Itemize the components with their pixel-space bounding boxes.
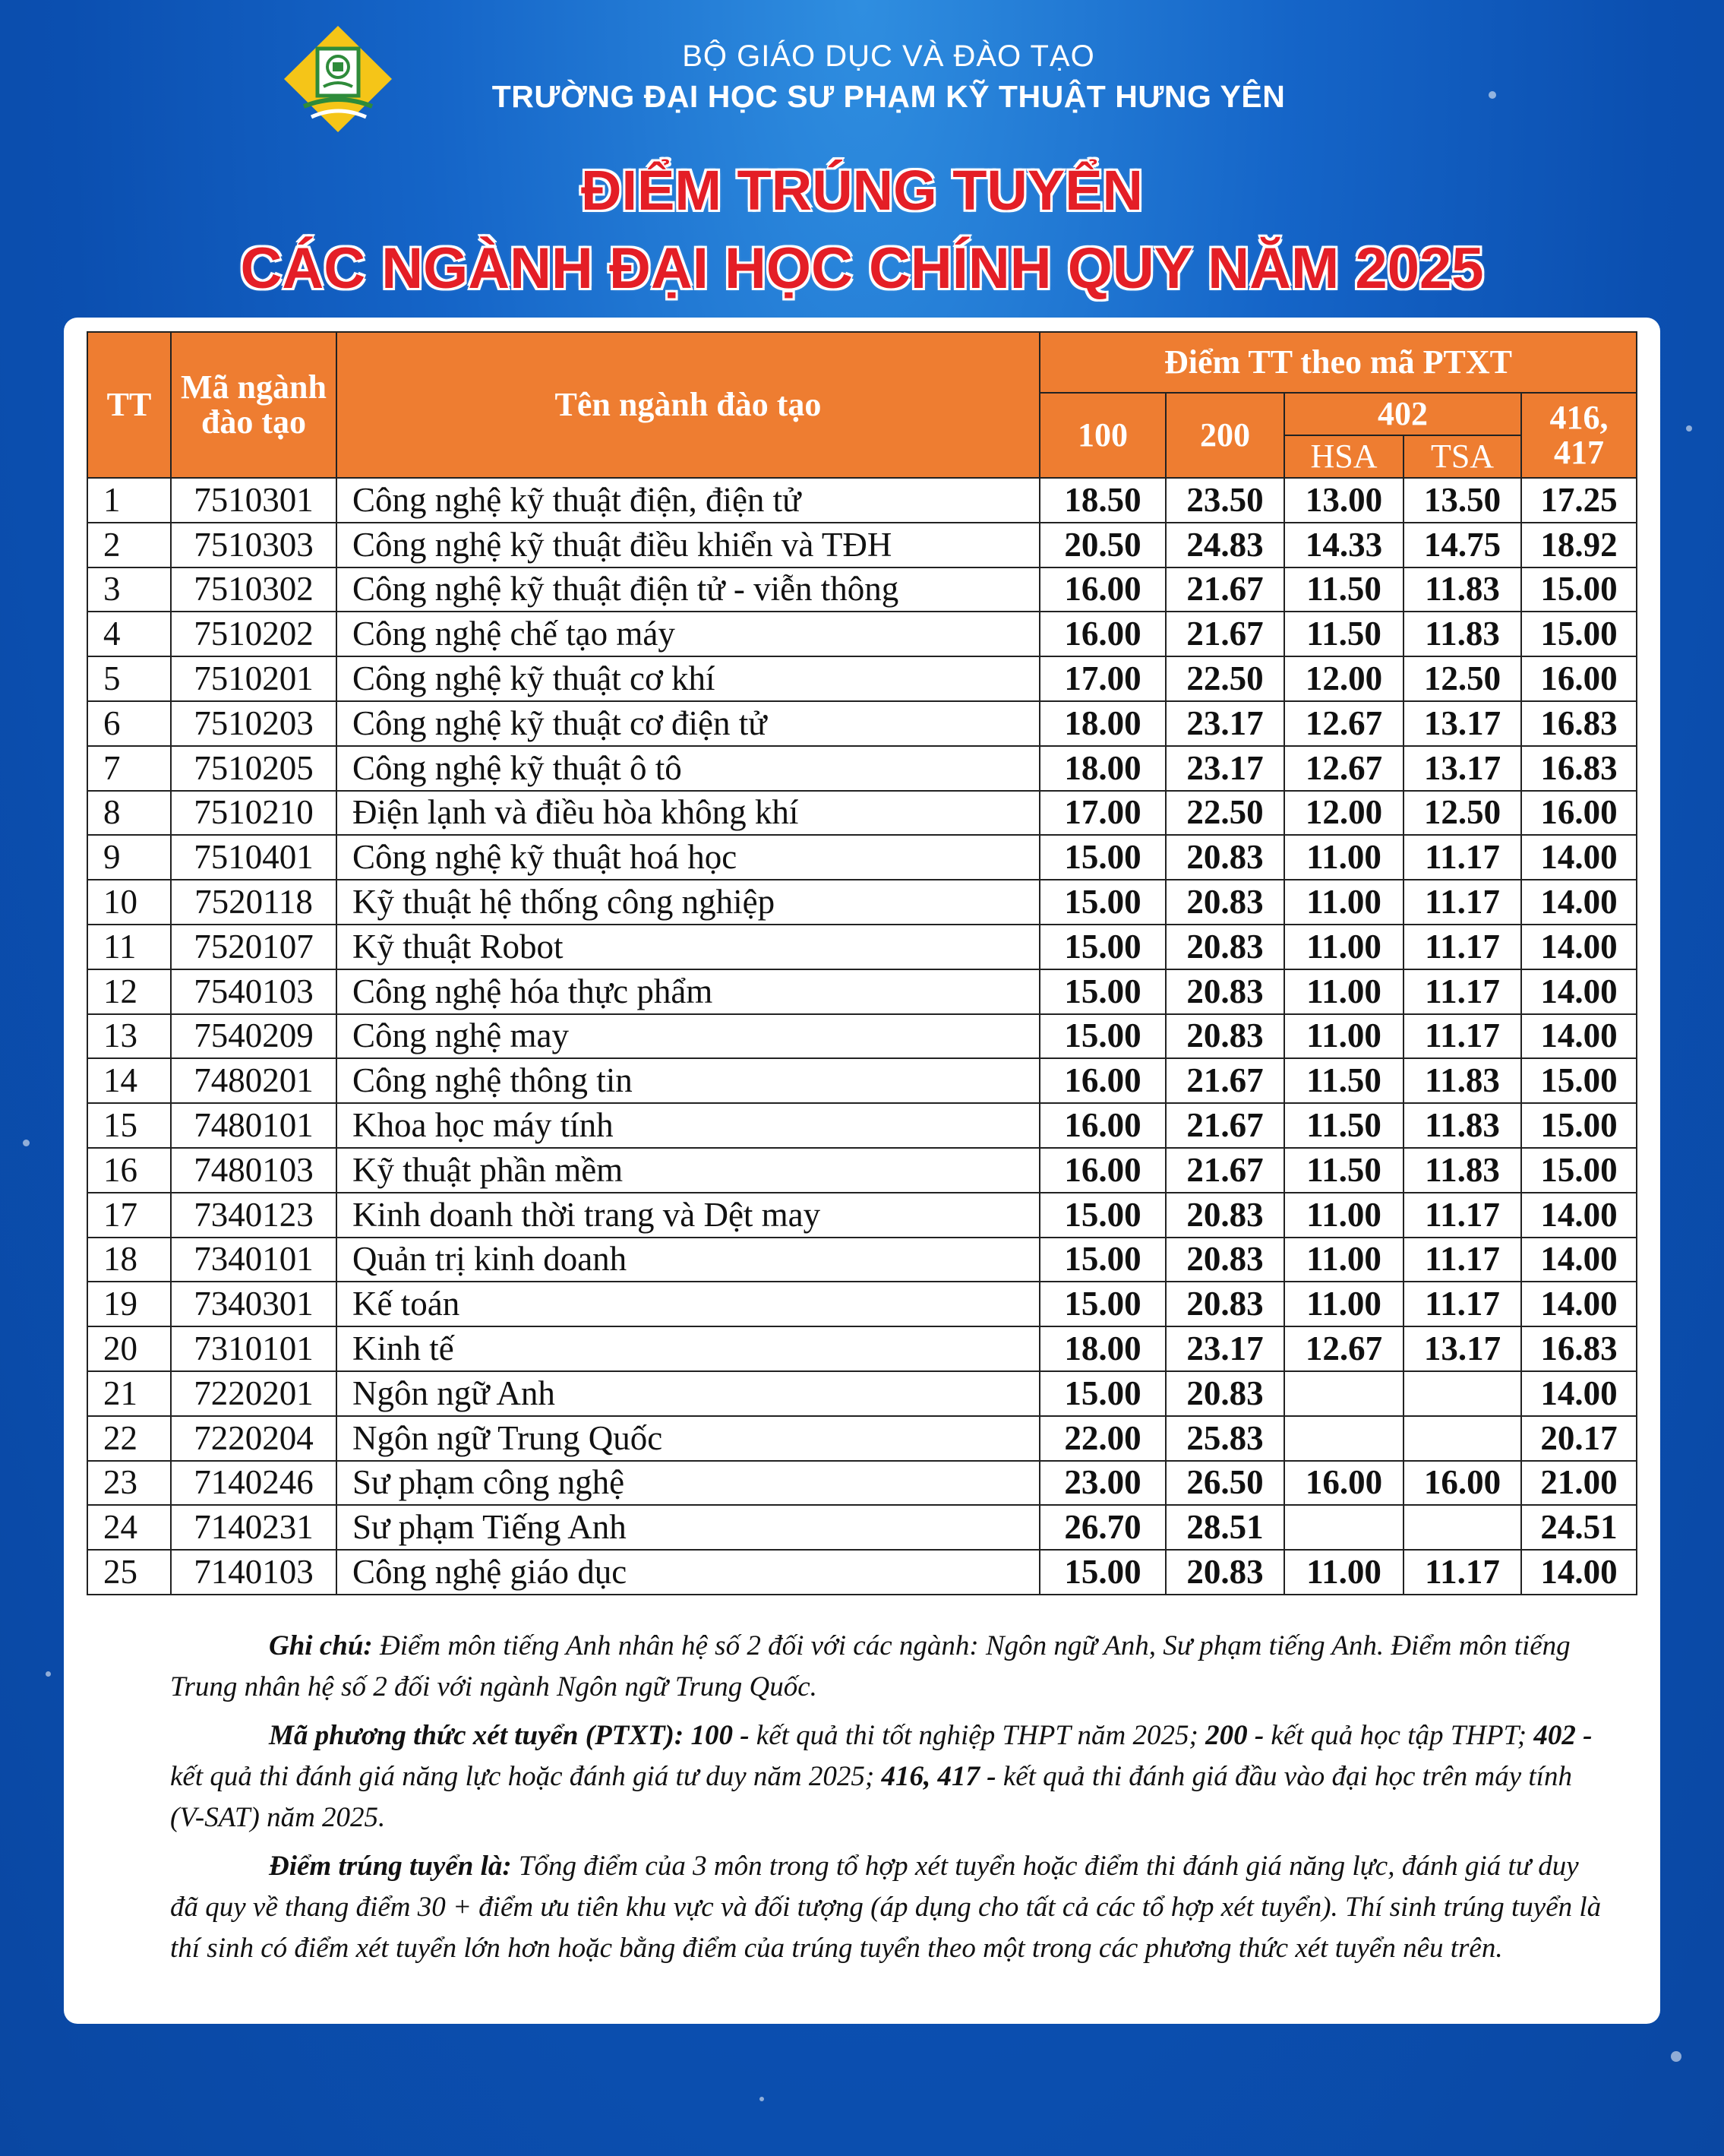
row-tt: 13 — [87, 1014, 171, 1059]
row-score-hsa: 11.50 — [1284, 1058, 1404, 1103]
row-tt: 16 — [87, 1148, 171, 1193]
row-score-416-417: 14.00 — [1521, 925, 1637, 969]
row-code: 7510301 — [171, 478, 336, 523]
row-score-200: 21.67 — [1166, 1148, 1284, 1193]
note-general-text: Điểm môn tiếng Anh nhân hệ số 2 đối với các ngành: Ngôn ngữ Anh, Sư phạm tiếng Anh. Điểm môn tiếng Trung nhân hệ số 2 đối với ngành Ngôn ngữ Trung Quốc. — [170, 1630, 1571, 1702]
row-tt: 23 — [87, 1461, 171, 1506]
row-score-100: 15.00 — [1040, 1550, 1166, 1595]
row-score-416-417: 16.83 — [1521, 746, 1637, 791]
row-score-200: 20.83 — [1166, 880, 1284, 925]
row-score-416-417: 14.00 — [1521, 1193, 1637, 1238]
table-row — [87, 567, 1637, 612]
row-score-tsa: 11.17 — [1404, 1282, 1521, 1326]
row-score-hsa: 12.00 — [1284, 791, 1404, 836]
row-score-hsa: 11.50 — [1284, 1103, 1404, 1148]
row-tt: 22 — [87, 1416, 171, 1461]
page-subtitle: CÁC NGÀNH ĐẠI HỌC CHÍNH QUY NĂM 2025 — [240, 236, 1484, 301]
row-score-100: 15.00 — [1040, 925, 1166, 969]
row-score-416-417: 16.00 — [1521, 791, 1637, 836]
background-sparkle — [1686, 425, 1692, 432]
row-score-tsa: 16.00 — [1404, 1461, 1521, 1506]
university-name: TRƯỜNG ĐẠI HỌC SƯ PHẠM KỸ THUẬT HƯNG YÊN — [491, 79, 1286, 114]
background-sparkle — [759, 2097, 764, 2101]
row-tt: 4 — [87, 612, 171, 656]
row-tt: 17 — [87, 1193, 171, 1238]
header-method-100: 100 — [1040, 393, 1166, 478]
row-score-hsa: 13.00 — [1284, 478, 1404, 523]
row-score-tsa: 11.83 — [1404, 567, 1521, 612]
row-score-hsa: 11.00 — [1284, 1550, 1404, 1595]
notes — [170, 1626, 1613, 1977]
note-general — [170, 1626, 1613, 1708]
note-method-100-text: kết quả thi tốt nghiệp THPT năm 2025; — [749, 1720, 1198, 1751]
page-title: ĐIỂM TRÚNG TUYỂN — [581, 159, 1143, 222]
row-code: 7520107 — [171, 925, 336, 969]
row-score-200: 23.17 — [1166, 701, 1284, 746]
row-score-hsa: 12.67 — [1284, 1326, 1404, 1371]
row-score-hsa: 11.00 — [1284, 969, 1404, 1014]
row-score-416-417: 20.17 — [1521, 1416, 1637, 1461]
row-tt: 7 — [87, 746, 171, 791]
table-row — [87, 1282, 1637, 1326]
row-score-hsa — [1284, 1371, 1404, 1416]
row-tt: 25 — [87, 1550, 171, 1595]
row-name: Sư phạm Tiếng Anh — [336, 1505, 1040, 1550]
header-tsa: TSA — [1404, 435, 1521, 478]
row-code: 7510201 — [171, 656, 336, 701]
table-row — [87, 701, 1637, 746]
row-name: Công nghệ kỹ thuật cơ khí — [336, 656, 1040, 701]
note-definition — [170, 1846, 1613, 1969]
row-tt: 2 — [87, 523, 171, 567]
row-name: Quản trị kinh doanh — [336, 1238, 1040, 1282]
header-code: Mã ngành đào tạo — [171, 332, 336, 478]
row-code: 7520118 — [171, 880, 336, 925]
row-score-100: 15.00 — [1040, 1282, 1166, 1326]
row-tt: 15 — [87, 1103, 171, 1148]
row-score-100: 16.00 — [1040, 612, 1166, 656]
row-score-tsa: 11.83 — [1404, 1103, 1521, 1148]
row-tt: 1 — [87, 478, 171, 523]
row-score-100: 15.00 — [1040, 880, 1166, 925]
header — [0, 0, 1724, 327]
row-score-hsa — [1284, 1416, 1404, 1461]
row-code: 7510302 — [171, 567, 336, 612]
row-score-200: 24.83 — [1166, 523, 1284, 567]
row-code: 7540209 — [171, 1014, 336, 1059]
row-score-100: 16.00 — [1040, 567, 1166, 612]
row-score-416-417: 16.83 — [1521, 1326, 1637, 1371]
row-score-hsa: 12.67 — [1284, 701, 1404, 746]
background-sparkle — [46, 1671, 51, 1677]
row-score-tsa: 11.17 — [1404, 835, 1521, 880]
row-score-hsa: 11.00 — [1284, 835, 1404, 880]
row-score-tsa: 11.17 — [1404, 1193, 1521, 1238]
row-score-hsa: 11.50 — [1284, 1148, 1404, 1193]
table-row — [87, 523, 1637, 567]
row-code: 7220201 — [171, 1371, 336, 1416]
row-score-200: 23.50 — [1166, 478, 1284, 523]
row-score-100: 18.00 — [1040, 701, 1166, 746]
row-score-200: 20.83 — [1166, 835, 1284, 880]
table-row — [87, 746, 1637, 791]
row-name: Kỹ thuật Robot — [336, 925, 1040, 969]
table-row — [87, 791, 1637, 836]
row-tt: 8 — [87, 791, 171, 836]
row-code: 7140246 — [171, 1461, 336, 1506]
header-hsa: HSA — [1284, 435, 1404, 478]
row-score-200: 21.67 — [1166, 1058, 1284, 1103]
row-code: 7340123 — [171, 1193, 336, 1238]
row-score-100: 18.00 — [1040, 746, 1166, 791]
header-score-group: Điểm TT theo mã PTXT — [1040, 332, 1637, 393]
note-method-402-code: 402 - — [1527, 1720, 1593, 1751]
row-score-200: 22.50 — [1166, 656, 1284, 701]
note-method-416-text: kết quả thi đánh giá đầu vào đại học trên máy tính (V-SAT) năm 2025. — [170, 1761, 1572, 1833]
row-score-tsa: 13.50 — [1404, 478, 1521, 523]
row-name: Công nghệ kỹ thuật điện, điện tử — [336, 478, 1040, 523]
row-name: Kinh tế — [336, 1326, 1040, 1371]
row-name: Công nghệ giáo dục — [336, 1550, 1040, 1595]
row-score-200: 20.83 — [1166, 969, 1284, 1014]
table-body — [87, 478, 1637, 1595]
row-code: 7510210 — [171, 791, 336, 836]
background-sparkle — [23, 1140, 30, 1146]
row-score-416-417: 17.25 — [1521, 478, 1637, 523]
note-method-100-code: 100 - — [684, 1720, 750, 1751]
row-tt: 18 — [87, 1238, 171, 1282]
note-method-200-text: kết quả học tập THPT; — [1264, 1720, 1527, 1751]
note-definition-label: Điểm trúng tuyển là: — [269, 1851, 512, 1882]
row-tt: 20 — [87, 1326, 171, 1371]
university-logo-icon — [281, 23, 395, 137]
row-score-tsa: 12.50 — [1404, 656, 1521, 701]
row-score-hsa: 11.00 — [1284, 1014, 1404, 1059]
row-score-hsa: 12.67 — [1284, 746, 1404, 791]
header-name: Tên ngành đào tạo — [336, 332, 1040, 478]
table-row — [87, 1058, 1637, 1103]
row-score-tsa: 13.17 — [1404, 1326, 1521, 1371]
row-score-100: 16.00 — [1040, 1148, 1166, 1193]
row-code: 7140103 — [171, 1550, 336, 1595]
row-name: Công nghệ kỹ thuật điện tử - viễn thông — [336, 567, 1040, 612]
row-score-100: 15.00 — [1040, 1371, 1166, 1416]
row-score-hsa: 11.00 — [1284, 1193, 1404, 1238]
table-row — [87, 656, 1637, 701]
row-score-100: 15.00 — [1040, 1193, 1166, 1238]
row-score-416-417: 14.00 — [1521, 1014, 1637, 1059]
row-score-200: 22.50 — [1166, 791, 1284, 836]
row-score-100: 18.00 — [1040, 1326, 1166, 1371]
table-row — [87, 969, 1637, 1014]
row-score-200: 23.17 — [1166, 1326, 1284, 1371]
background-sparkle — [1671, 2051, 1681, 2062]
row-code: 7510202 — [171, 612, 336, 656]
table-row — [87, 925, 1637, 969]
row-score-200: 20.83 — [1166, 1282, 1284, 1326]
row-score-tsa: 11.17 — [1404, 925, 1521, 969]
header-tt: TT — [87, 332, 171, 478]
row-score-200: 20.83 — [1166, 1014, 1284, 1059]
note-definition-text: Tổng điểm của 3 môn trong tổ hợp xét tuyển hoặc điểm thi đánh giá năng lực, đánh giá tư duy đã quy về thang điểm 30 + điểm ưu tiên khu vực và đối tượng (áp dụng cho tất cả các tổ hợp xét tuyển). Thí sinh trúng tuyển là thí sinh có điểm xét tuyển lớn hơn hoặc bằng điểm của trúng tuyển theo một trong các phương thức xét tuyển nêu trên. — [170, 1851, 1602, 1964]
row-name: Ngôn ngữ Anh — [336, 1371, 1040, 1416]
row-score-416-417: 16.83 — [1521, 701, 1637, 746]
row-score-416-417: 18.92 — [1521, 523, 1637, 567]
table-row — [87, 835, 1637, 880]
row-score-416-417: 15.00 — [1521, 1058, 1637, 1103]
row-score-416-417: 15.00 — [1521, 567, 1637, 612]
table-row — [87, 1148, 1637, 1193]
row-code: 7480101 — [171, 1103, 336, 1148]
row-tt: 5 — [87, 656, 171, 701]
table-row — [87, 1193, 1637, 1238]
row-score-200: 25.83 — [1166, 1416, 1284, 1461]
row-score-200: 20.83 — [1166, 1238, 1284, 1282]
table-row — [87, 1461, 1637, 1506]
row-score-100: 15.00 — [1040, 1014, 1166, 1059]
row-code: 7140231 — [171, 1505, 336, 1550]
row-score-tsa: 14.75 — [1404, 523, 1521, 567]
row-score-tsa: 13.17 — [1404, 746, 1521, 791]
row-score-tsa: 12.50 — [1404, 791, 1521, 836]
row-score-tsa: 13.17 — [1404, 701, 1521, 746]
row-score-100: 15.00 — [1040, 1238, 1166, 1282]
row-name: Điện lạnh và điều hòa không khí — [336, 791, 1040, 836]
row-score-hsa: 12.00 — [1284, 656, 1404, 701]
row-score-100: 18.50 — [1040, 478, 1166, 523]
row-score-416-417: 16.00 — [1521, 656, 1637, 701]
row-score-100: 16.00 — [1040, 1058, 1166, 1103]
content-card — [64, 318, 1660, 2024]
row-score-100: 15.00 — [1040, 835, 1166, 880]
row-score-100: 26.70 — [1040, 1505, 1166, 1550]
table-row — [87, 880, 1637, 925]
row-tt: 9 — [87, 835, 171, 880]
row-score-416-417: 14.00 — [1521, 969, 1637, 1014]
row-score-tsa: 11.17 — [1404, 1014, 1521, 1059]
row-tt: 21 — [87, 1371, 171, 1416]
row-score-200: 20.83 — [1166, 1550, 1284, 1595]
row-score-200: 20.83 — [1166, 1193, 1284, 1238]
row-tt: 6 — [87, 701, 171, 746]
row-score-hsa: 11.50 — [1284, 612, 1404, 656]
row-code: 7510401 — [171, 835, 336, 880]
table-row — [87, 612, 1637, 656]
table-row — [87, 1103, 1637, 1148]
row-score-100: 20.50 — [1040, 523, 1166, 567]
row-tt: 19 — [87, 1282, 171, 1326]
row-score-tsa — [1404, 1505, 1521, 1550]
row-tt: 12 — [87, 969, 171, 1014]
table-row — [87, 1326, 1637, 1371]
row-score-hsa: 11.50 — [1284, 567, 1404, 612]
table-row — [87, 1550, 1637, 1595]
row-score-200: 20.83 — [1166, 925, 1284, 969]
row-score-100: 17.00 — [1040, 656, 1166, 701]
row-code: 7480201 — [171, 1058, 336, 1103]
row-score-416-417: 14.00 — [1521, 1550, 1637, 1595]
table-row — [87, 1371, 1637, 1416]
row-score-200: 20.83 — [1166, 1371, 1284, 1416]
row-score-416-417: 14.00 — [1521, 1282, 1637, 1326]
row-score-hsa: 11.00 — [1284, 1282, 1404, 1326]
table-row — [87, 1238, 1637, 1282]
row-score-100: 17.00 — [1040, 791, 1166, 836]
row-code: 7220204 — [171, 1416, 336, 1461]
row-name: Kỹ thuật hệ thống công nghiệp — [336, 880, 1040, 925]
row-score-100: 23.00 — [1040, 1461, 1166, 1506]
row-name: Sư phạm công nghệ — [336, 1461, 1040, 1506]
row-tt: 3 — [87, 567, 171, 612]
row-score-hsa: 14.33 — [1284, 523, 1404, 567]
row-score-416-417: 15.00 — [1521, 612, 1637, 656]
note-general-label: Ghi chú: — [269, 1630, 373, 1661]
row-name: Kinh doanh thời trang và Dệt may — [336, 1193, 1040, 1238]
row-score-tsa: 11.83 — [1404, 1148, 1521, 1193]
header-method-200: 200 — [1166, 393, 1284, 478]
row-code: 7480103 — [171, 1148, 336, 1193]
row-score-416-417: 14.00 — [1521, 880, 1637, 925]
table-row — [87, 1014, 1637, 1059]
row-score-tsa: 11.83 — [1404, 612, 1521, 656]
row-tt: 14 — [87, 1058, 171, 1103]
row-score-416-417: 14.00 — [1521, 835, 1637, 880]
row-name: Kế toán — [336, 1282, 1040, 1326]
row-tt: 10 — [87, 880, 171, 925]
row-score-416-417: 21.00 — [1521, 1461, 1637, 1506]
row-score-tsa: 11.17 — [1404, 969, 1521, 1014]
row-name: Kỹ thuật phần mềm — [336, 1148, 1040, 1193]
row-score-100: 22.00 — [1040, 1416, 1166, 1461]
row-score-100: 15.00 — [1040, 969, 1166, 1014]
row-code: 7540103 — [171, 969, 336, 1014]
header-method-416-417: 416, 417 — [1521, 393, 1637, 478]
row-score-hsa — [1284, 1505, 1404, 1550]
row-score-416-417: 15.00 — [1521, 1103, 1637, 1148]
row-score-200: 21.67 — [1166, 1103, 1284, 1148]
row-code: 7510205 — [171, 746, 336, 791]
row-tt: 24 — [87, 1505, 171, 1550]
table-row — [87, 1416, 1637, 1461]
row-score-tsa: 11.17 — [1404, 880, 1521, 925]
row-code: 7310101 — [171, 1326, 336, 1371]
row-name: Khoa học máy tính — [336, 1103, 1040, 1148]
row-score-200: 21.67 — [1166, 612, 1284, 656]
table-row — [87, 478, 1637, 523]
row-score-200: 21.67 — [1166, 567, 1284, 612]
row-name: Công nghệ may — [336, 1014, 1040, 1059]
row-score-416-417: 14.00 — [1521, 1238, 1637, 1282]
row-score-416-417: 14.00 — [1521, 1371, 1637, 1416]
note-method-402-text: kết quả thi đánh giá năng lực hoặc đánh giá tư duy năm 2025; — [170, 1761, 875, 1792]
row-name: Công nghệ chế tạo máy — [336, 612, 1040, 656]
row-code: 7340301 — [171, 1282, 336, 1326]
ministry-name: BỘ GIÁO DỤC VÀ ĐÀO TẠO — [682, 40, 1095, 73]
row-score-200: 28.51 — [1166, 1505, 1284, 1550]
row-score-hsa: 11.00 — [1284, 880, 1404, 925]
row-score-hsa: 11.00 — [1284, 925, 1404, 969]
row-score-416-417: 24.51 — [1521, 1505, 1637, 1550]
row-name: Công nghệ kỹ thuật hoá học — [336, 835, 1040, 880]
row-score-tsa: 11.17 — [1404, 1550, 1521, 1595]
row-score-hsa: 11.00 — [1284, 1238, 1404, 1282]
row-name: Công nghệ thông tin — [336, 1058, 1040, 1103]
note-methods — [170, 1715, 1613, 1838]
row-name: Công nghệ kỹ thuật cơ điện tử — [336, 701, 1040, 746]
row-name: Công nghệ kỹ thuật ô tô — [336, 746, 1040, 791]
note-method-416-code: 416, 417 - — [874, 1761, 996, 1792]
row-score-tsa — [1404, 1416, 1521, 1461]
row-score-200: 23.17 — [1166, 746, 1284, 791]
row-score-hsa: 16.00 — [1284, 1461, 1404, 1506]
row-name: Công nghệ hóa thực phẩm — [336, 969, 1040, 1014]
row-code: 7510303 — [171, 523, 336, 567]
row-tt: 11 — [87, 925, 171, 969]
row-score-100: 16.00 — [1040, 1103, 1166, 1148]
row-score-tsa: 11.83 — [1404, 1058, 1521, 1103]
row-score-200: 26.50 — [1166, 1461, 1284, 1506]
row-score-tsa: 11.17 — [1404, 1238, 1521, 1282]
row-code: 7510203 — [171, 701, 336, 746]
row-code: 7340101 — [171, 1238, 336, 1282]
row-name: Công nghệ kỹ thuật điều khiển và TĐH — [336, 523, 1040, 567]
note-method-200-code: 200 - — [1198, 1720, 1265, 1751]
row-name: Ngôn ngữ Trung Quốc — [336, 1416, 1040, 1461]
table-row — [87, 1505, 1637, 1550]
admission-scores-table — [87, 331, 1637, 1595]
note-methods-label: Mã phương thức xét tuyển (PTXT): — [269, 1720, 684, 1751]
row-score-tsa — [1404, 1371, 1521, 1416]
header-method-402: 402 — [1284, 393, 1521, 435]
row-score-416-417: 15.00 — [1521, 1148, 1637, 1193]
